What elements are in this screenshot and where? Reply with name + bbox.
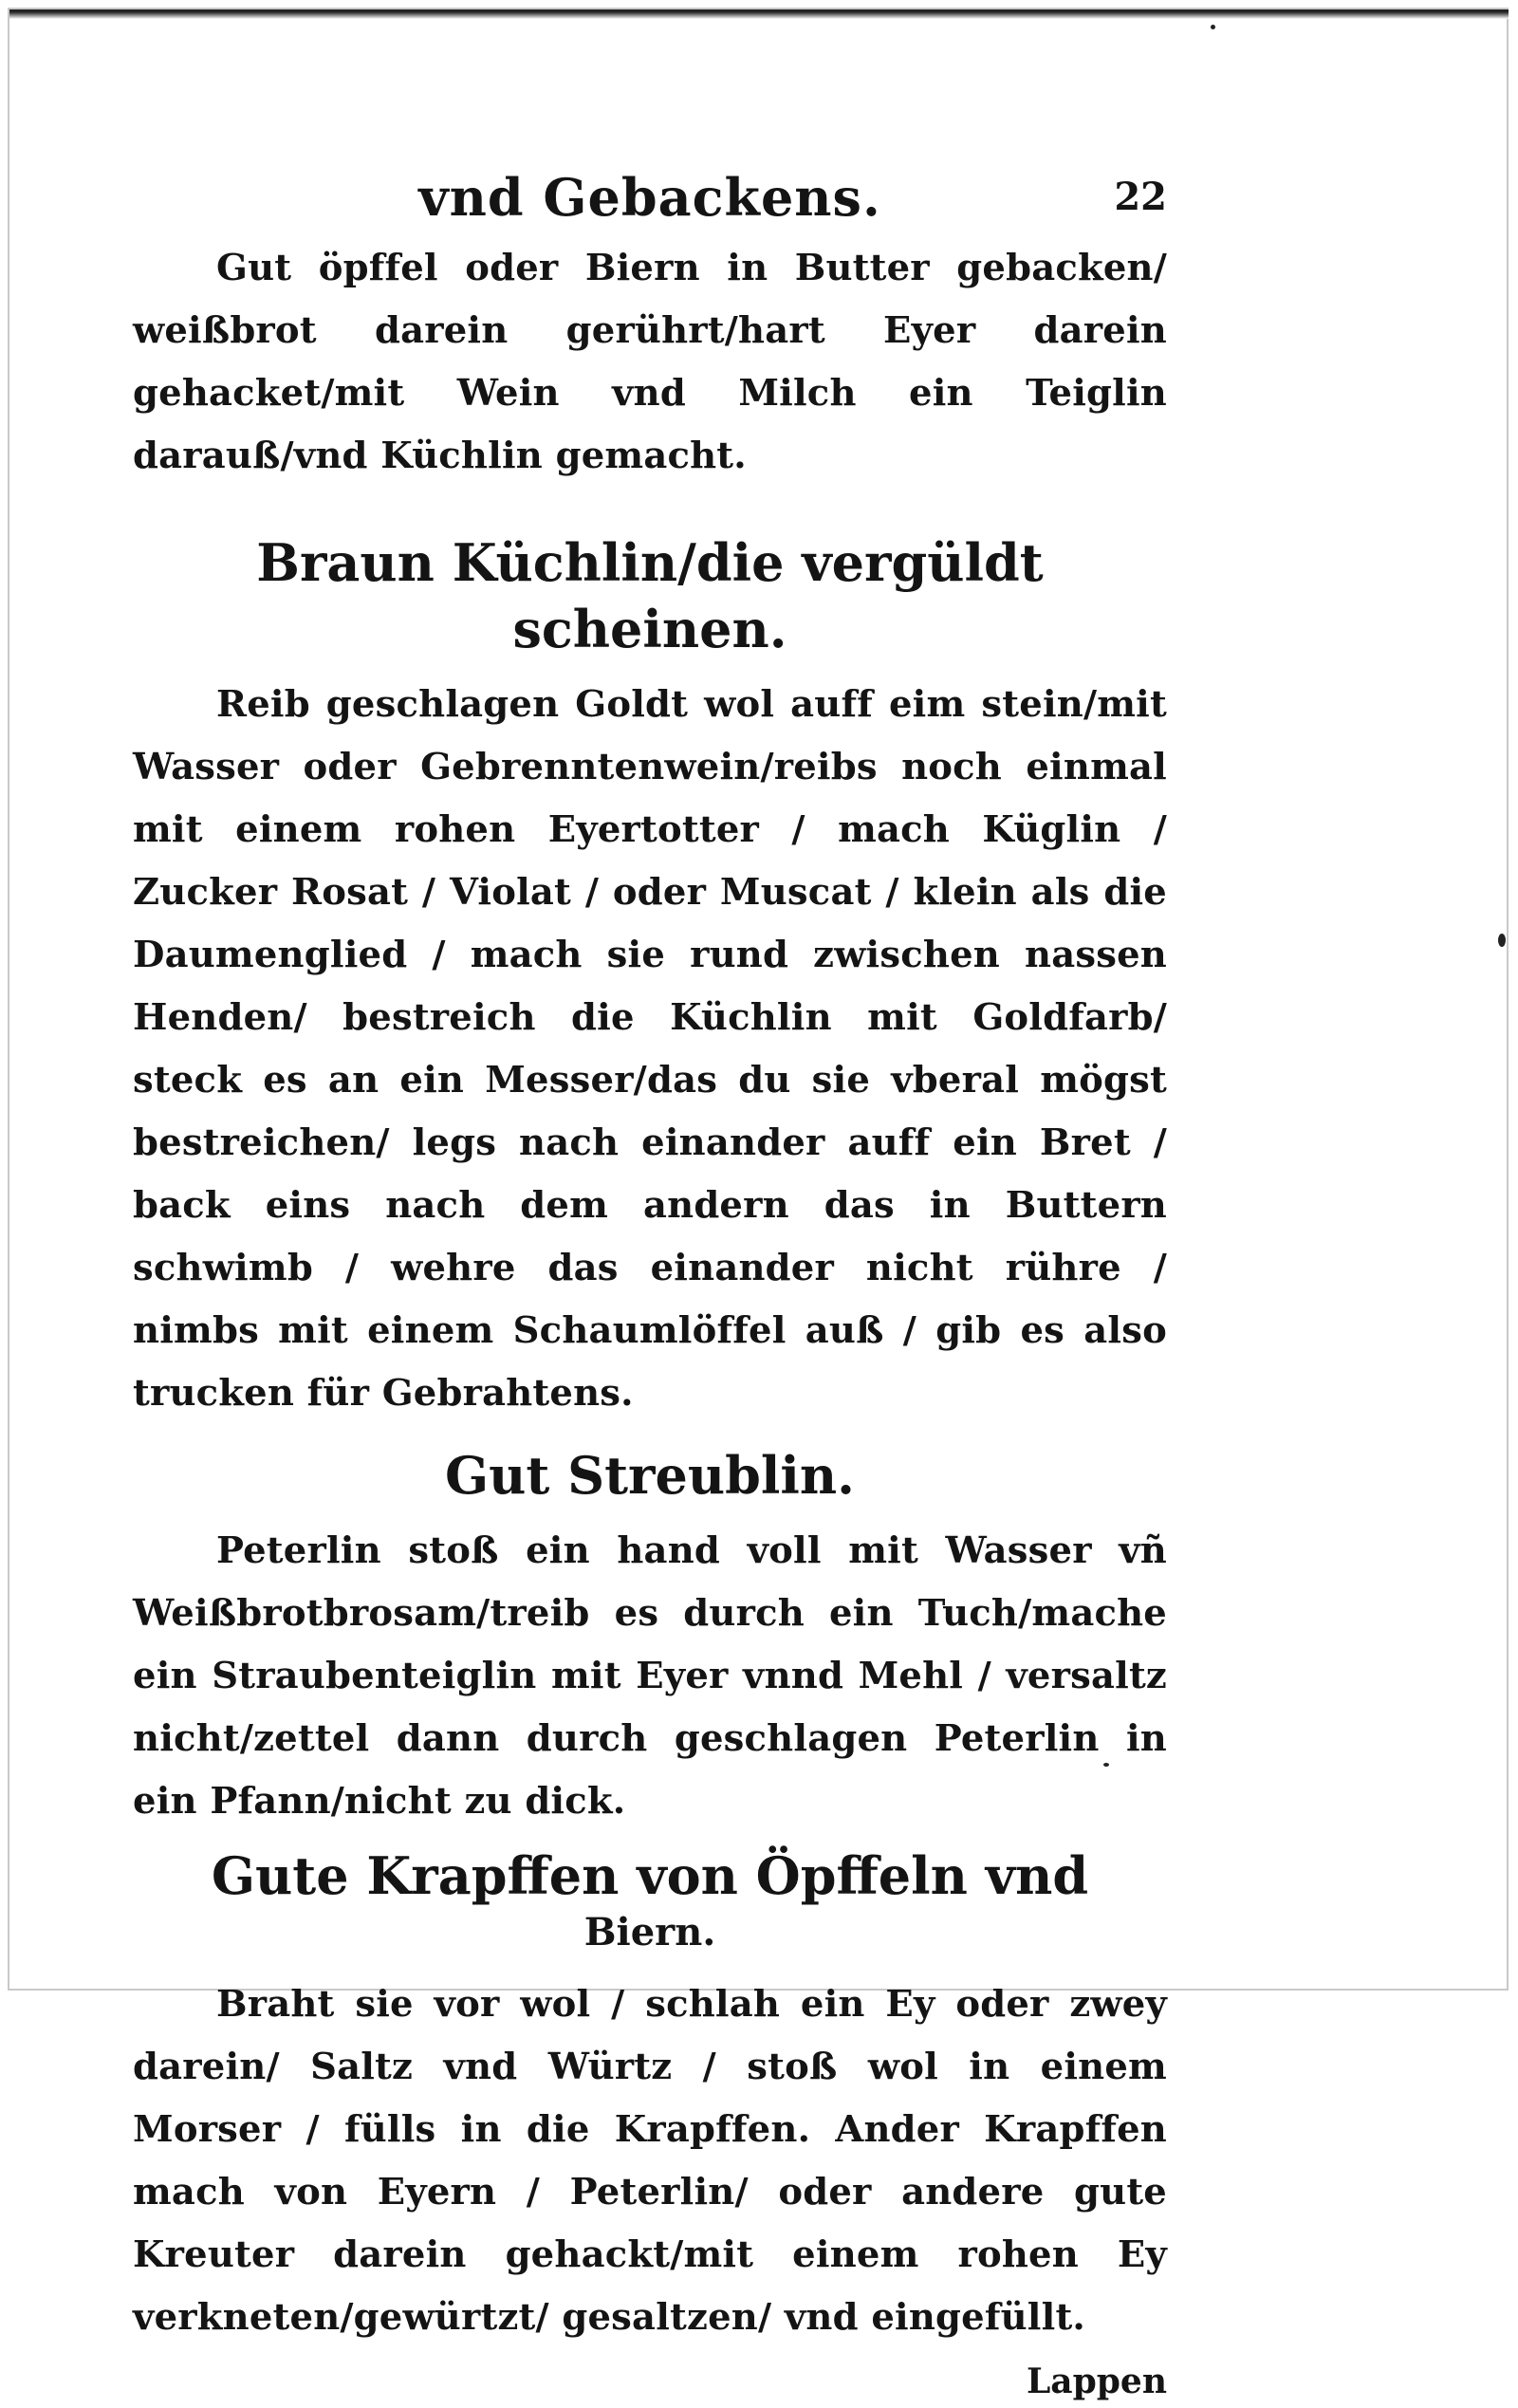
section-heading-braun-kuechlin: Braun Küchlin/die vergüldt scheinen. bbox=[256, 532, 1044, 659]
book-page bbox=[133, 161, 1167, 2408]
section-body-braun-kuechlin: Reib geschlagen Goldt wol auff eim stein/mit Wasser oder Gebrenntenwein/reibs noch einmal mit einem rohen Eyertotter / mach Küglin / Zucker Rosat / Violat / oder Muscat / klein als die Daumenglied / mach sie rund zwischen nassen Henden/ bestreich die Küchlin mit Goldfarb/ steck es an ein Messer/das du sie vberal mögst bestreichen/ legs nach einander auff ein Bret / back eins nach dem andern das in Buttern schwimb / wehre das einander nicht rühre / nimbs mit einem Schaumlöffel auß / gib es also trucken für Gebrahtens. bbox=[133, 683, 1167, 1415]
section-body-gute-krapffen: Braht sie vor wol / schlah ein Ey oder zwey darein/ Saltz vnd Würtz / stoß wol in einem Morser / fülls in die Krapffen. Ander Krapffen mach von Eyern / Peterlin/ oder andere gute Kreuter darein gehackt/mit einem rohen Ey verkneten/gewürtzt/ gesaltzen/ vnd eingefüllt. bbox=[133, 1983, 1167, 2339]
ink-speck bbox=[1211, 25, 1215, 29]
scan-edge-shadow bbox=[9, 9, 1509, 19]
section-heading-gute-krapffen: Gute Krapffen von Öpffeln vnd bbox=[211, 1845, 1089, 1906]
section-heading-gute-krapffen-continued: Biern. bbox=[583, 1910, 716, 1954]
section-heading-gut-streublin: Gut Streublin. bbox=[445, 1445, 855, 1506]
page-number: 22 bbox=[1114, 175, 1167, 219]
intro-paragraph: Gut öpffel oder Biern in Butter gebacken/ weißbrot darein gerührt/hart Eyer darein gehacket/mit Wein vnd Milch ein Teiglin darauß/vnd Küchlin gemacht. bbox=[133, 247, 1167, 477]
catchword: Lappen bbox=[1026, 2362, 1167, 2401]
running-head bbox=[133, 161, 1167, 237]
section-body-gut-streublin: Peterlin stoß ein hand voll mit Wasser vñ Weißbrotbrosam/treib es durch ein Tuch/mache ein Straubenteiglin mit Eyer vnnd Mehl / versaltz nicht/zettel dann durch geschlagen Peterlin in ein Pfann/nicht zu dick. bbox=[133, 1529, 1167, 1823]
running-title: vnd Gebackens. bbox=[418, 167, 881, 228]
ink-speck bbox=[1498, 934, 1506, 947]
